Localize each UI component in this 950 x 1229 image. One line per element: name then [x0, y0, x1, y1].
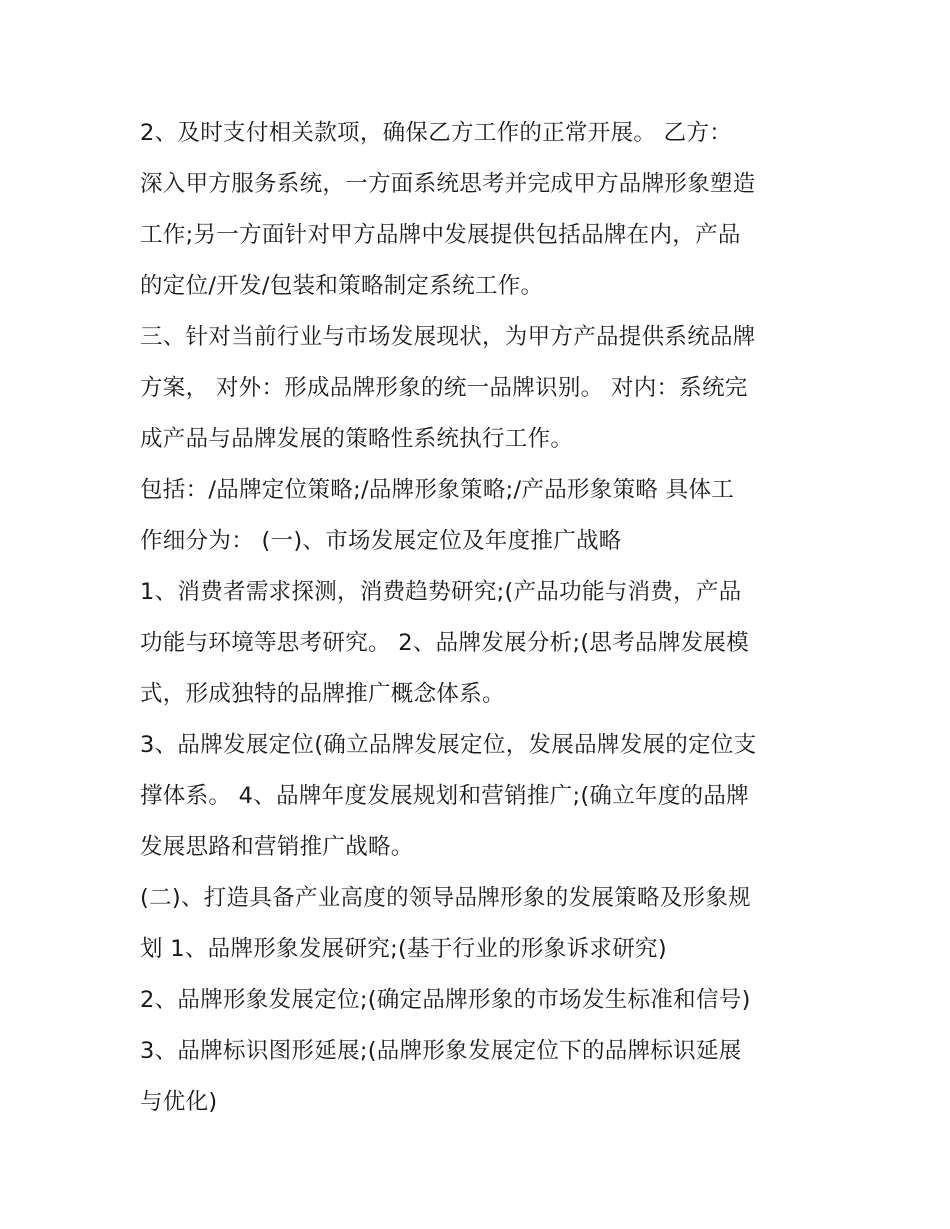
text-line: (二)、打造具备产业高度的领导品牌形象的发展策略及形象规 [140, 885, 751, 911]
text-line: 撑体系。 4、品牌年度发展规划和营销推广;(确立年度的品牌 [140, 783, 750, 809]
text-line: 包括：/品牌定位策略;/品牌形象策略;/产品形象策略 具体工 [140, 477, 735, 503]
text-line: 2、及时支付相关款项，确保乙方工作的正常开展。 乙方： [140, 120, 733, 146]
text-line: 功能与环境等思考研究。 2、品牌发展分析;(思考品牌发展模 [140, 630, 750, 656]
text-line: 1、消费者需求探测，消费趋势研究;(产品功能与消费，产品 [140, 579, 742, 605]
text-line: 成产品与品牌发展的策略性系统执行工作。 [140, 426, 574, 452]
text-line: 式，形成独特的品牌推广概念体系。 [140, 681, 505, 707]
document-body [140, 108, 820, 1128]
text-line: 3、品牌标识图形延展;(品牌形象发展定位下的品牌标识延展 [140, 1038, 742, 1064]
text-line: 3、品牌发展定位(确立品牌发展定位，发展品牌发展的定位支 [140, 732, 757, 758]
text-line: 2、品牌形象发展定位;(确定品牌形象的市场发生标准和信号) [140, 987, 751, 1013]
text-line: 与优化) [140, 1089, 218, 1115]
text-line: 的定位/开发/包装和策略制定系统工作。 [140, 273, 544, 299]
text-line: 方案， 对外：形成品牌形象的统一品牌识别。 对内：系统完 [140, 375, 748, 401]
text-line: 作细分为： (一)、市场发展定位及年度推广战略 [140, 528, 622, 554]
text-line: 工作;另一方面针对甲方品牌中发展提供包括品牌在内，产品 [140, 222, 741, 248]
text-line: 发展思路和营销推广战略。 [140, 834, 414, 860]
text-line: 划 1、品牌形象发展研究;(基于行业的形象诉求研究) [140, 936, 667, 962]
text-line: 三、针对当前行业与市场发展现状，为甲方产品提供系统品牌 [140, 324, 756, 350]
text-line: 深入甲方服务系统，一方面系统思考并完成甲方品牌形象塑造 [140, 171, 756, 197]
